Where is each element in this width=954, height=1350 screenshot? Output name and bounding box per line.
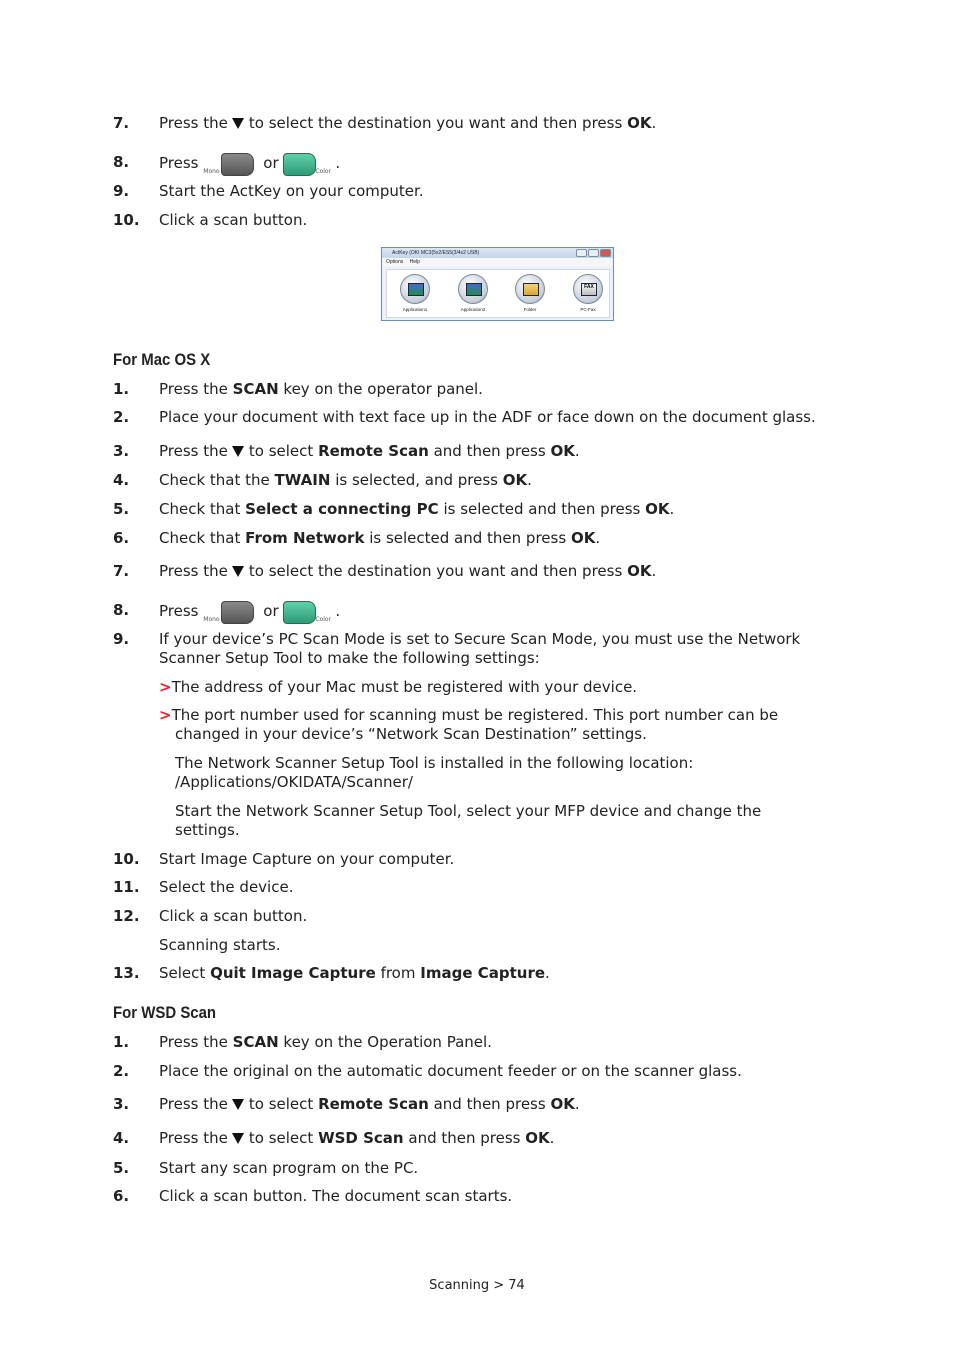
- scan-to-app-icon: [466, 283, 482, 296]
- note-text: The Network Scanner Setup Tool is installed in the following location:: [175, 754, 694, 772]
- page-footer: Scanning > 74: [429, 1278, 525, 1293]
- step-text-continued: Scanner Setup Tool to make the following settings:: [159, 649, 540, 667]
- step-text: Place the original on the automatic document feeder or on the scanner glass.: [159, 1062, 742, 1080]
- step-number: 13.: [113, 964, 140, 982]
- bullet-item: >The port number used for scanning must be registered. This port number can be: [159, 706, 779, 724]
- step-text: Press the SCAN key on the Operation Panel.: [159, 1033, 492, 1051]
- step-number: 7.: [113, 562, 130, 580]
- step-number: 3.: [113, 1095, 130, 1113]
- step-number: 5.: [113, 1159, 130, 1177]
- step-number: 8.: [113, 601, 130, 619]
- section-heading-wsd: For WSD Scan: [113, 1003, 217, 1022]
- step-number: 4.: [113, 471, 130, 489]
- step-text: If your device’s PC Scan Mode is set to Secure Scan Mode, you must use the Network: [159, 630, 801, 648]
- step-number: 1.: [113, 1033, 130, 1051]
- section-heading-mac: For Mac OS X: [113, 350, 211, 369]
- step-number: 4.: [113, 1129, 130, 1147]
- actkey-window: [381, 247, 614, 321]
- step-text: Check that the TWAIN is selected, and press OK.: [159, 471, 532, 489]
- step-text: Press the SCAN key on the operator panel.: [159, 380, 483, 398]
- step-number: 1.: [113, 380, 130, 398]
- fax-icon: FAX: [581, 283, 597, 296]
- step-number: 6.: [113, 1187, 130, 1205]
- menu-help[interactable]: Help: [409, 259, 420, 265]
- step-text: Press the to select WSD Scan and then press OK.: [159, 1129, 555, 1147]
- note-text: Start the Network Scanner Setup Tool, select your MFP device and change the: [175, 802, 762, 820]
- note-path: /Applications/OKIDATA/Scanner/: [175, 773, 413, 791]
- step-number: 9.: [113, 630, 130, 648]
- menu-options[interactable]: Options: [386, 259, 404, 265]
- step-text: Click a scan button.: [159, 211, 308, 229]
- bullet-marker-icon: >: [159, 678, 172, 696]
- step-text: Check that From Network is selected and then press OK.: [159, 529, 601, 547]
- mono-button-icon: Mono: [203, 601, 263, 625]
- mono-button-icon: Mono: [203, 153, 263, 177]
- step-number: 2.: [113, 1062, 130, 1080]
- actkey-buttons-panel: [386, 269, 610, 318]
- step-text: Press the to select Remote Scan and then press OK.: [159, 442, 580, 460]
- note-text: settings.: [175, 821, 240, 839]
- step-text: Press the to select the destination you want and then press OK.: [159, 114, 657, 132]
- scan-to-app-icon: [408, 283, 424, 296]
- step-text: Select Quit Image Capture from Image Capture.: [159, 964, 550, 982]
- help-icon[interactable]: [588, 249, 599, 257]
- step-text: Select the device.: [159, 878, 294, 896]
- step-note: Scanning starts.: [159, 936, 281, 954]
- step-number: 10.: [113, 850, 140, 868]
- step-number: 12.: [113, 907, 140, 925]
- application2-button[interactable]: Application2: [448, 274, 498, 312]
- step-text: Start any scan program on the PC.: [159, 1159, 419, 1177]
- step-text: Click a scan button. The document scan starts.: [159, 1187, 513, 1205]
- down-arrow-icon: [232, 1133, 244, 1144]
- step-number: 10.: [113, 211, 140, 229]
- step-text: Start the ActKey on your computer.: [159, 182, 424, 200]
- step-text: Check that Select a connecting PC is selected and then press OK.: [159, 500, 675, 518]
- bullet-item: >The address of your Mac must be registered with your device.: [159, 678, 638, 696]
- application1-button[interactable]: Application1: [390, 274, 440, 312]
- step-text: Place your document with text face up in the ADF or face down on the document glass.: [159, 408, 816, 426]
- close-icon[interactable]: [600, 249, 611, 257]
- step-text: Press Mono or Color .: [159, 601, 340, 625]
- down-arrow-icon: [232, 118, 244, 129]
- step-number: 5.: [113, 500, 130, 518]
- actkey-title-bar: ActKey (OKI MC3(5x2/ES5(3/4x2 USB): [382, 248, 613, 258]
- pc-fax-button[interactable]: FAX PC-Fax: [563, 274, 613, 312]
- down-arrow-icon: [232, 1099, 244, 1110]
- step-number: 6.: [113, 529, 130, 547]
- step-text: Press the to select the destination you want and then press OK.: [159, 562, 657, 580]
- folder-button[interactable]: Folder: [505, 274, 555, 312]
- step-number: 11.: [113, 878, 140, 896]
- minimize-icon[interactable]: [576, 249, 587, 257]
- step-number: 2.: [113, 408, 130, 426]
- down-arrow-icon: [232, 446, 244, 457]
- down-arrow-icon: [232, 566, 244, 577]
- step-number: 3.: [113, 442, 130, 460]
- step-text: Press Mono or Color .: [159, 153, 340, 177]
- step-text: Click a scan button.: [159, 907, 308, 925]
- step-number: 8.: [113, 153, 130, 171]
- step-text: Press the to select Remote Scan and then press OK.: [159, 1095, 580, 1113]
- color-button-icon: Color: [283, 153, 343, 177]
- color-button-icon: Color: [283, 601, 343, 625]
- step-number: 9.: [113, 182, 130, 200]
- step-number: 7.: [113, 114, 130, 132]
- bullet-marker-icon: >: [159, 706, 172, 724]
- folder-icon: [523, 283, 539, 296]
- actkey-menu-bar: [382, 258, 613, 266]
- step-text: Start Image Capture on your computer.: [159, 850, 455, 868]
- bullet-item-continued: changed in your device’s “Network Scan Destination” settings.: [175, 725, 647, 743]
